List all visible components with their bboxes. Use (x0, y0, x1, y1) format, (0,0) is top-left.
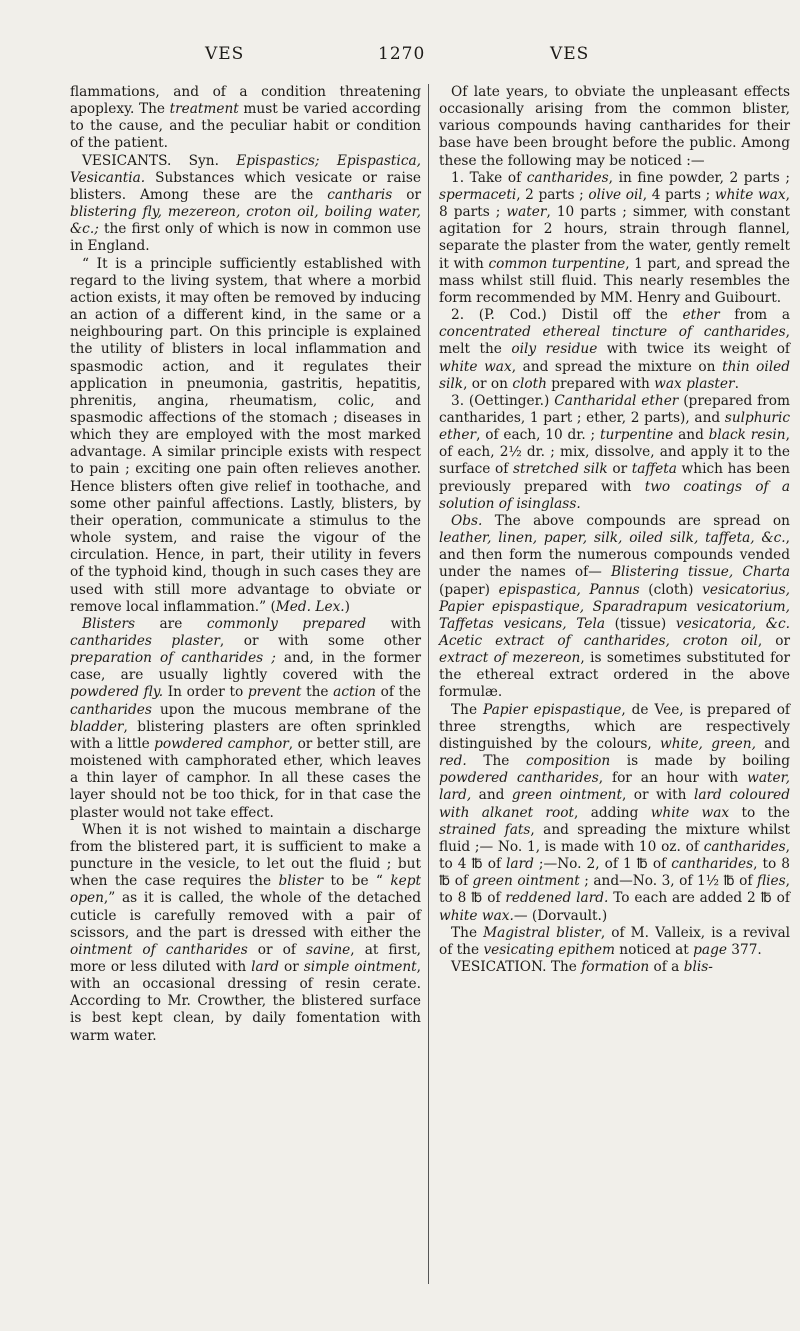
paragraph: 1. Take of cantharides, in fine powder, 2 parts ; spermaceti, 2 parts ; olive oil, 4 parts ; white wax, 8 parts ; water, 10 parts ; simmer, with constant agitation for 2 hours, strain through flannel, separate the plaster from the water, gently remelt it with common turpentine, 1 part, and spread the mass whilst still fluid. This nearly resembles the form recommended by MM. Henry and Guibourt. (439, 169, 790, 306)
paragraph: 3. (Oettinger.) Cantharidal ether (prepared from cantharides, 1 part ; ether, 2 parts), and sulphuric ether, of each, 10 dr. ; turpentine and black resin, of each, 2½ dr. ; mix, dissolve, and apply it to the surface of stretched silk or taffeta which has been previously prepared with two coatings of a solution of isinglass. (439, 392, 790, 512)
paragraph: The Magistral blister, of M. Valleix, is a revival of the vesicating epithem noticed at page 377. (439, 924, 790, 958)
paragraph: Blisters are commonly prepared with cantharides plaster, or with some other preparation of cantharides ; and, in the former case, are usually lightly covered with the powdered fly. In order to prevent the action of the cantharides upon the mucous membrane of the bladder, blistering plasters are often sprinkled with a little powdered camphor, or better still, are moistened with camphorated ether, which leaves a thin layer of camphor. In all these cases the layer should not be too thick, for in that case the plaster would not take effect. (70, 615, 422, 821)
header-right-word: VES (550, 44, 590, 64)
header-left-word: VES (205, 44, 245, 64)
paragraph: The Papier epispastique, de Vee, is prepared of three strengths, which are respectively distinguished by the colours, white, green, and red. The composition is made by boiling powdered cantharides, for an hour with water, lard, and green ointment, or with lard coloured with alkanet root, adding white wax to the strained fats, and spreading the mixture whilst fluid ;— No. 1, is made with 10 oz. of cantharides, to 4 ℔ of lard ;—No. 2, of 1 ℔ of cantharides, to 8 ℔ of green ointment ; and—No. 3, of 1½ ℔ of flies, to 8 ℔ of reddened lard. To each are added 2 ℔ of white wax.— (Dorvault.) (439, 701, 791, 924)
paragraph: “ It is a principle sufficiently established with regard to the living system, that where a morbid action exists, it may often be removed by inducing an action of a different kind, in the same or a neighbouring part. On this principle is explained the utility of blisters in local inflammation and spasmodic action, and it regulates their application in pneumonia, gastritis, hepatitis, phrenitis, angina, rheumatism, colic, and spasmodic affections of the stomach ; diseases in which they are employed with the most marked advantage. A similar principle exists with respect to pain ; exciting one pain often relieves another. Hence blisters often give relief in toothache, and some other painful affections. Lastly, blisters, by their operation, communicate a stimulus to the whole system, and raise the vigour of the circulation. Hence, in part, their utility in fevers of the typhoid kind, though in such cases they are used with still more advantage to obviate or remove local inflammation.” (Med. Lex.) (70, 255, 421, 615)
running-header (0, 44, 800, 70)
paragraph: 2. (P. Cod.) Distil off the ether from a concentrated ethereal tincture of cantharides, melt the oily residue with twice its weight of white wax, and spread the mixture on thin oiled silk, or on cloth prepared with wax plaster. (439, 307, 790, 392)
paragraph: VESICANTS. Syn. Epispastics; Epispastica, Vesicantia. Substances which vesicate or raise blisters. Among these are the cantharis or blistering fly, mezereon, croton oil, boiling water, &c.; the first only of which is now in common use in England. (70, 152, 421, 255)
paragraph: Of late years, to obviate the unpleasant effects occasionally arising from the common blister, various compounds having cantharides for their base have been brought before the public. Among these the following may be noticed :— (439, 84, 790, 169)
paragraph: flammations, and of a condition threatening apoplexy. The treatment must be varied according to the cause, and the peculiar habit or condition of the patient. (70, 84, 421, 152)
paragraph: VESICATION. The formation of a blis- (451, 958, 713, 975)
paragraph: Obs. The above compounds are spread on leather, linen, paper, silk, oiled silk, taffeta, &c., and then form the numerous compounds vended under the names of— Blistering tissue, Charta (paper) epispastica, Pannus (cloth) vesicatorius, Papier epispastique, Sparadrapum vesicatorium, Taffetas vesicans, Tela (tissue) vesicatoria, &c. Acetic extract of cantharides, croton oil, or extract of mezereon, is sometimes substituted for the ethereal extract ordered in the above formulæ. (439, 512, 791, 701)
paragraph: When it is not wished to maintain a discharge from the blistered part, it is sufficient to make a puncture in the vesicle, to let out the fluid ; but when the case requires the blister to be “ kept open,” as it is called, the whole of the detached cuticle is carefully removed with a pair of scissors, and the part is dressed with either the ointment of cantharides or of savine, at first, more or less diluted with lard or simple ointment, with an occasional dressing of resin cerate. According to Mr. Crowther, the blistered surface is best kept clean, by daily fomentation with warm water. (70, 821, 421, 1044)
left-column (70, 84, 421, 1284)
right-column (428, 84, 790, 1284)
page-number: 1270 (378, 44, 426, 64)
